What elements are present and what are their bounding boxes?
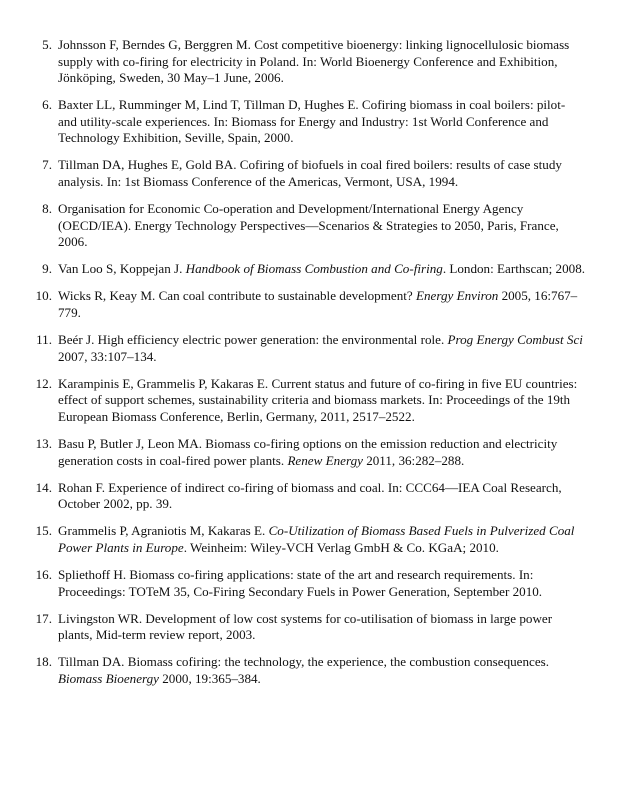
reference-number: 13. <box>35 436 52 451</box>
reference-number: 16. <box>35 567 52 583</box>
reference-text <box>58 288 577 320</box>
reference-item <box>0 97 617 147</box>
reference-text-segment: 2007, 33:107–134. <box>58 348 157 364</box>
reference-text-segment: Beér J. High efficiency electric power generation: the environmental role. <box>58 332 448 348</box>
reference-text-segment: 2005, 16:767–779. <box>58 288 578 320</box>
reference-text <box>58 201 559 249</box>
reference-number: 14. <box>35 479 52 495</box>
reference-source-title: Handbook of Biomass Combustion and Co-firing <box>185 261 443 277</box>
reference-number: 9. <box>42 261 52 277</box>
reference-text-segment: 2011, 36:282–288. <box>362 452 465 468</box>
reference-text-segment: Grammelis P, Agraniotis M, Kakaras E. <box>58 523 269 539</box>
reference-text <box>58 332 583 364</box>
reference-source-title: Prog Energy Combust Sci <box>447 332 583 348</box>
reference-text <box>58 654 549 686</box>
reference-text <box>58 376 577 424</box>
reference-text <box>58 567 542 599</box>
reference-text <box>58 37 569 85</box>
reference-text <box>58 611 552 643</box>
reference-text <box>58 480 562 512</box>
reference-number: 5. <box>42 37 52 52</box>
reference-item <box>0 611 617 644</box>
reference-text-segment: . Weinheim: Wiley-VCH Verlag GmbH & Co. KGaA; 2010. <box>183 539 499 555</box>
reference-text-segment: Baxter LL, Rumminger M, Lind T, Tillman D, Hughes E. Cofiring biomass in coal boilers: pilot- and utility-scale experiences. In: Biomass for Energy and Industry: 1st World Conference and Technology Exhibition, Seville, Spain, 2000. <box>58 97 566 146</box>
reference-item <box>0 332 617 365</box>
reference-item <box>0 523 617 556</box>
reference-number: 17. <box>35 610 52 626</box>
reference-number: 6. <box>42 97 52 113</box>
reference-source-title: Renew Energy <box>287 452 363 468</box>
reference-number: 8. <box>42 201 52 217</box>
reference-text-segment: Wicks R, Keay M. Can coal contribute to sustainable development? <box>58 288 416 304</box>
reference-list <box>0 37 617 698</box>
reference-item <box>0 567 617 600</box>
reference-text <box>58 157 562 189</box>
reference-item <box>0 201 617 251</box>
reference-text-segment: Johnsson F, Berndes G, Berggren M. Cost competitive bioenergy: linking lignocellulosic biomass supply with co-firing for electricity in Poland. In: World Bioenergy Conference and Exhibition, Jönköping, Sweden, 30 May–1 June, 2006. <box>58 37 570 85</box>
reference-number: 18. <box>35 654 52 670</box>
reference-number: 11. <box>36 332 52 348</box>
reference-text-segment: Spliethoff H. Biomass co-firing applications: state of the art and research requirements. In: Proceedings: TOTeM 35, Co-Firing Secondary Fuels in Power Generation, September 2010. <box>58 567 543 599</box>
reference-text-segment: . London: Earthscan; 2008. <box>442 261 586 277</box>
reference-text-segment: Karampinis E, Grammelis P, Kakaras E. Current status and future of co-firing in five EU countries: effect of support schemes, sustainability criteria and biomass markets. In: Proceedings of the 19th European Biomass Conference, Berlin, Germany, 2011, 2517–2522. <box>58 375 578 424</box>
reference-text-segment: Van Loo S, Koppejan J. <box>58 261 186 277</box>
reference-text <box>58 523 574 555</box>
reference-item <box>0 436 617 469</box>
reference-number: 15. <box>35 523 52 539</box>
reference-number: 12. <box>35 375 52 391</box>
reference-number: 10. <box>35 288 52 304</box>
reference-text <box>58 261 585 276</box>
reference-item <box>0 376 617 426</box>
reference-number: 7. <box>42 157 52 173</box>
reference-text-segment: Tillman DA, Hughes E, Gold BA. Cofiring of biofuels in coal fired boilers: results of case study analysis. In: 1st Biomass Conference of the Americas, Vermont, USA, 1994. <box>58 157 562 189</box>
reference-item <box>0 480 617 513</box>
reference-source-title: Co-Utilization of Biomass Based Fuels in Pulverized Coal Power Plants in Europe <box>58 523 575 555</box>
reference-source-title: Energy Environ <box>416 288 499 304</box>
reference-text-segment: Organisation for Economic Co-operation and Development/International Energy Agency (OECD/IEA). Energy Technology Perspectives—Scenarios & Strategies to 2050, Paris, France, 2006. <box>58 201 559 250</box>
reference-item <box>0 288 617 321</box>
reference-item <box>0 261 617 278</box>
reference-text-segment: Tillman DA. Biomass cofiring: the technology, the experience, the combustion consequences. <box>58 654 550 670</box>
reference-text-segment: Basu P, Butler J, Leon MA. Biomass co-firing options on the emission reduction and electricity generation costs in coal-fired power plants. <box>58 436 558 468</box>
reference-source-title: Biomass Bioenergy <box>58 670 159 686</box>
reference-text <box>58 97 565 145</box>
reference-text-segment: 2000, 19:365–384. <box>158 670 261 686</box>
reference-text-segment: Livingston WR. Development of low cost systems for co-utilisation of biomass in large power plants, Mid-term review report, 2003. <box>58 610 553 643</box>
reference-item <box>0 157 617 190</box>
reference-item <box>0 37 617 87</box>
reference-text <box>58 436 557 468</box>
reference-text-segment: Rohan F. Experience of indirect co-firing of biomass and coal. In: CCC64—IEA Coal Research, October 2002, pp. 39. <box>58 479 562 512</box>
reference-item <box>0 654 617 687</box>
